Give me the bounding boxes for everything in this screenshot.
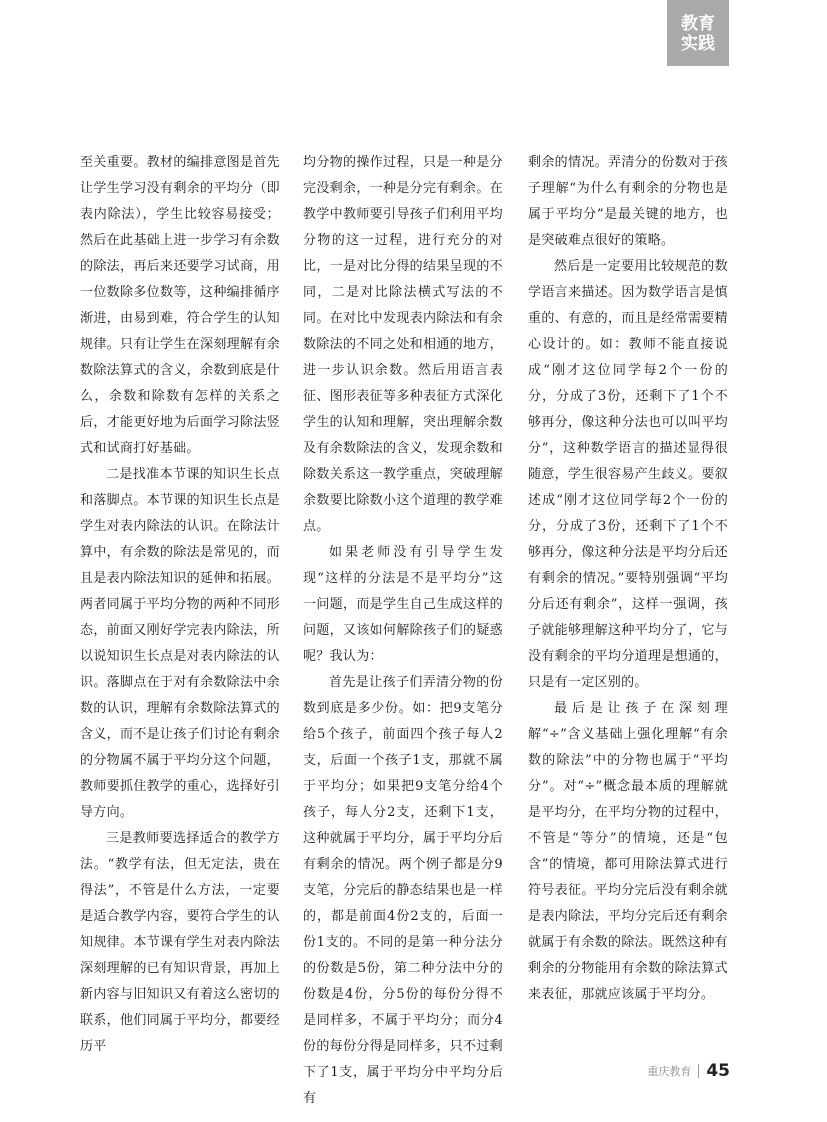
paragraph: 二是找准本节课的知识生长点和落脚点。本节课的知识生长点是学生对表内除法的认识。在除法计算中，有余数的除法是常见的，而且是表内除法知识的延伸和拓展。两者同属于平均分物的两种不同形态，前面又刚好学完表内除法，所以说知识生长点是对表内除法的认识。落脚点在于对有余数除法中余数的认识，理解有余数除法算式的含义，而不是让孩子们讨论有剩余的分物属不属于平均分这个问题，教师要抓住教学的重心，选择好引导方向。 [80, 467, 280, 820]
journal-name: 重庆教育 [647, 1065, 692, 1078]
page-footer [647, 1061, 730, 1081]
paragraph: 至关重要。教材的编排意图是首先让学生学习没有剩余的平均分（即表内除法），学生比较容易接受；然后在此基础上进一步学习有余数的除法，再后来还要学习试商，用一位数除多位数等，这种编排循序渐进，由易到难，符合学生的认知规律。只有让学生在深刻理解有余数除法算式的含义，余数到底是什么，余数和除数有怎样的关系之后，才能更好地为后面学习除法竖式和试商打好基础。 [80, 155, 280, 456]
paragraph: 然后是一定要用比较规范的数学语言来描述。因为数学语言是慎重的、有意的，而且是经常需要精心设计的。如：教师不能直接说成“刚才这位同学每2个一份的分，分成了3份，还剩下了1个不够再分，像这种分法也可以叫平均分”，这种数学语言的描述显得很随意，学生很容易产生歧义。要叙述成“刚才这位同学每2个一份的分，分成了3份，还剩下了1个不够再分，像这种分法是平均分后还有剩余的情况。”要特别强调“平均分后还有剩余”，这样一强调，孩子就能够理解这种平均分了，它与没有剩余的平均分道理是想通的，只是有一定区别的。 [528, 259, 728, 690]
paragraph: 剩余的情况。弄清分的份数对于孩子理解“为什么有剩余的分物也是属于平均分”是最关键的地方，也是突破难点很好的策略。 [528, 155, 728, 248]
page-number: 45 [706, 1061, 730, 1081]
paragraph: 如果老师没有引导学生发现“这样的分法是不是平均分”这一问题，而是学生自己生成这样的问题，又该如何解除孩子们的疑惑呢？我认为： [303, 545, 503, 664]
paragraph: 首先是让孩子们弄清分物的份数到底是多少份。如：把9支笔分给5个孩子，前面四个孩子每人2支，后面一个孩子1支，那就不属于平均分；如果把9支笔分给4个孩子，每人分2支，还剩下1支，这种就属于平均分，属于平均分后有剩余的情况。两个例子都是分9支笔，分完后的静态结果也是一样的，都是前面4份2支的，后面一份1支的。不同的是第一种分法分的份数是5份，第二种分法中分的份数是4份，分5份的每份分得不是同样多，不属于平均分；而分4份的每份分得是同样多，只不过剩下了1支，属于平均分中平均分后有 [303, 675, 503, 1106]
section-tag-line1: 教育 [681, 14, 715, 34]
paragraph: 均分物的操作过程，只是一种是分完没剩余，一种是分完有剩余。在教学中教师要引导孩子们利用平均分物的这一过程，进行充分的对比，一是对比分得的结果呈现的不同，二是对比除法横式写法的不同。在对比中发现表内除法和有余数除法的不同之处和相通的地方，进一步认识余数。然后用语言表征、图形表征等多种表征方式深化学生的认知和理解，突出理解余数及有余数除法的含义，发现余数和除数关系这一教学重点，突破理解余数要比除数小这个道理的教学难点。 [303, 155, 503, 534]
paragraph: 三是教师要选择适合的教学方法。“教学有法，但无定法，贵在得法”，不管是什么方法，一定要是适合教学内容，要符合学生的认知规律。本节课有学生对表内除法深刻理解的已有知识背景，再加上新内容与旧知识又有着这么密切的联系，他们同属于平均分，都要经历平 [80, 831, 280, 1054]
text-column-3 [528, 150, 728, 1008]
section-tag-line2: 实践 [681, 34, 715, 54]
paragraph: 最后是让孩子在深刻理解“÷”含义基础上强化理解“有余数的除法”中的分物也属于“平均分”。对“÷”概念最本质的理解就是平均分，在平均分物的过程中，不管是“等分”的情境，还是“包含”的情境，都可用除法算式进行符号表征。平均分完后没有剩余就是表内除法，平均分完后还有剩余就属于有余数的除法。既然这种有剩余的分物能用有余数的除法算式来表征，那就应该属于平均分。 [528, 701, 728, 1002]
text-column-2 [303, 150, 503, 1112]
text-column-1 [80, 150, 280, 1060]
footer-divider [698, 1064, 699, 1078]
section-tag [667, 0, 729, 66]
